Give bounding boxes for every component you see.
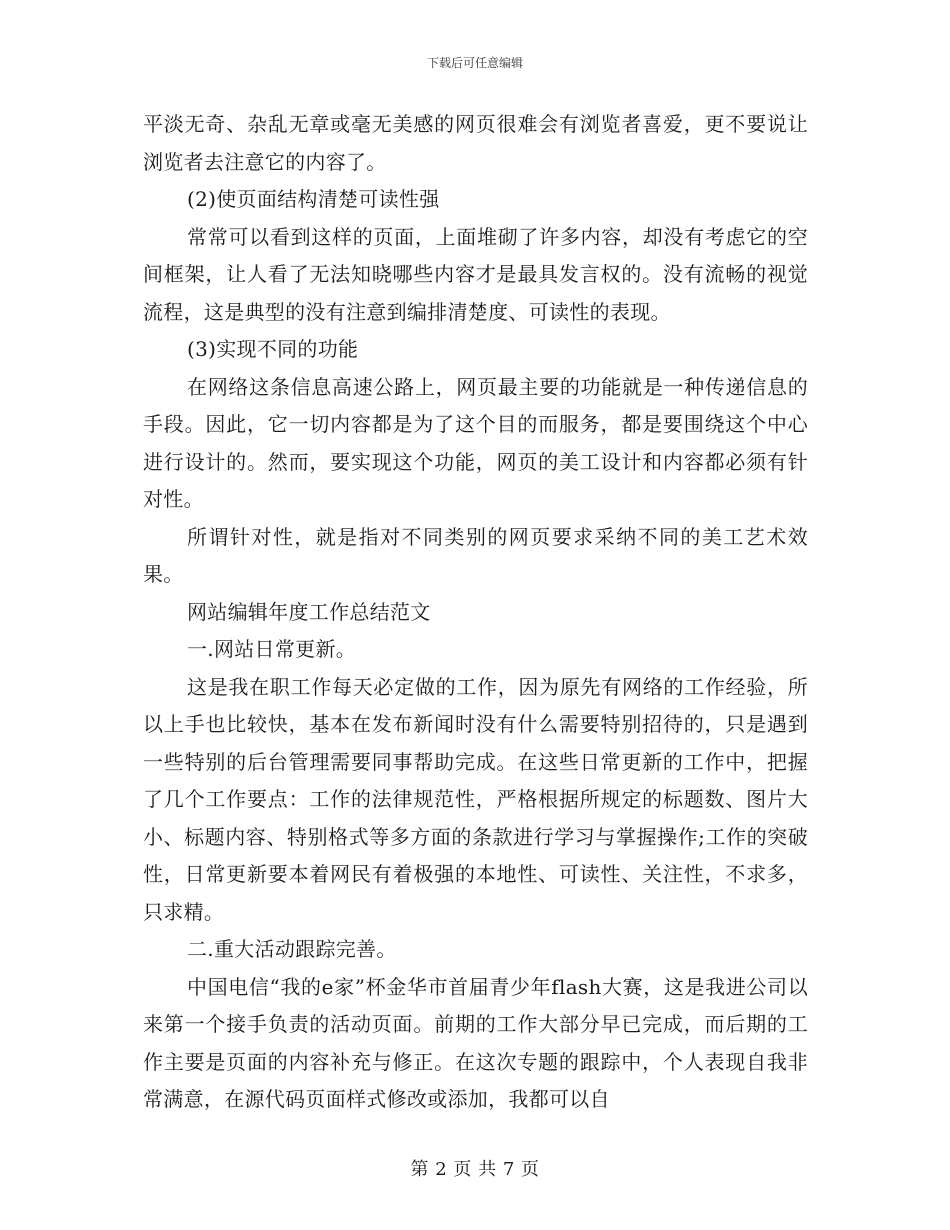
page-number: 第 2 页 共 7 页 bbox=[410, 1159, 540, 1180]
paragraph: 中国电信“我的e家”杯金华市首届青少年flash大赛，这是我进公司以来第一个接手负责的活动页面。前期的工作大部分早已完成，而后期的工作主要是页面的内容补充与修正。在这次专题的跟踪中，个人表现自我非常满意，在源代码页面样式修改或添加，我都可以自 bbox=[143, 974, 808, 1111]
section-heading: (3)实现不同的功能 bbox=[187, 337, 359, 361]
paragraph: 在网络这条信息高速公路上，网页最主要的功能就是一种传递信息的手段。因此，它一切内容都是为了这个目的而服务，都是要围绕这个中心进行设计的。然而，要实现这个功能，网页的美工设计和内容都必须有针对性。 bbox=[143, 374, 808, 511]
section-heading: 一.网站日常更新。 bbox=[187, 637, 357, 661]
paragraph: 平淡无奇、杂乱无章或毫无美感的网页很难会有浏览者喜爱，更不要说让浏览者去注意它的内容了。 bbox=[143, 112, 808, 174]
paragraph: 这是我在职工作每天必定做的工作，因为原先有网络的工作经验，所以上手也比较快，基本在发布新闻时没有什么需要特别招待的，只是遇到一些特别的后台管理需要同事帮助完成。在这些日常更新的工作中，把握了几个工作要点：工作的法律规范性，严格根据所规定的标题数、图片大小、标题内容、特别格式等多方面的条款进行学习与掌握操作;工作的突破性，日常更新要本着网民有着极强的本地性、可读性、关注性，不求多，只求精。 bbox=[143, 674, 808, 924]
section-heading: (2)使页面结构清楚可读性强 bbox=[187, 187, 440, 211]
document-title: 网站编辑年度工作总结范文 bbox=[187, 599, 431, 624]
section-heading: 二.重大活动跟踪完善。 bbox=[187, 937, 397, 961]
header-note: 下载后可任意编辑 bbox=[426, 56, 523, 70]
paragraph: 所谓针对性，就是指对不同类别的网页要求采纳不同的美工艺术效果。 bbox=[143, 524, 808, 586]
document-body bbox=[143, 106, 808, 1119]
paragraph: 常常可以看到这样的页面，上面堆砌了许多内容，却没有考虑它的空间框架，让人看了无法知晓哪些内容才是最具发言权的。没有流畅的视觉流程，这是典型的没有注意到编排清楚度、可读性的表现。 bbox=[143, 224, 808, 324]
